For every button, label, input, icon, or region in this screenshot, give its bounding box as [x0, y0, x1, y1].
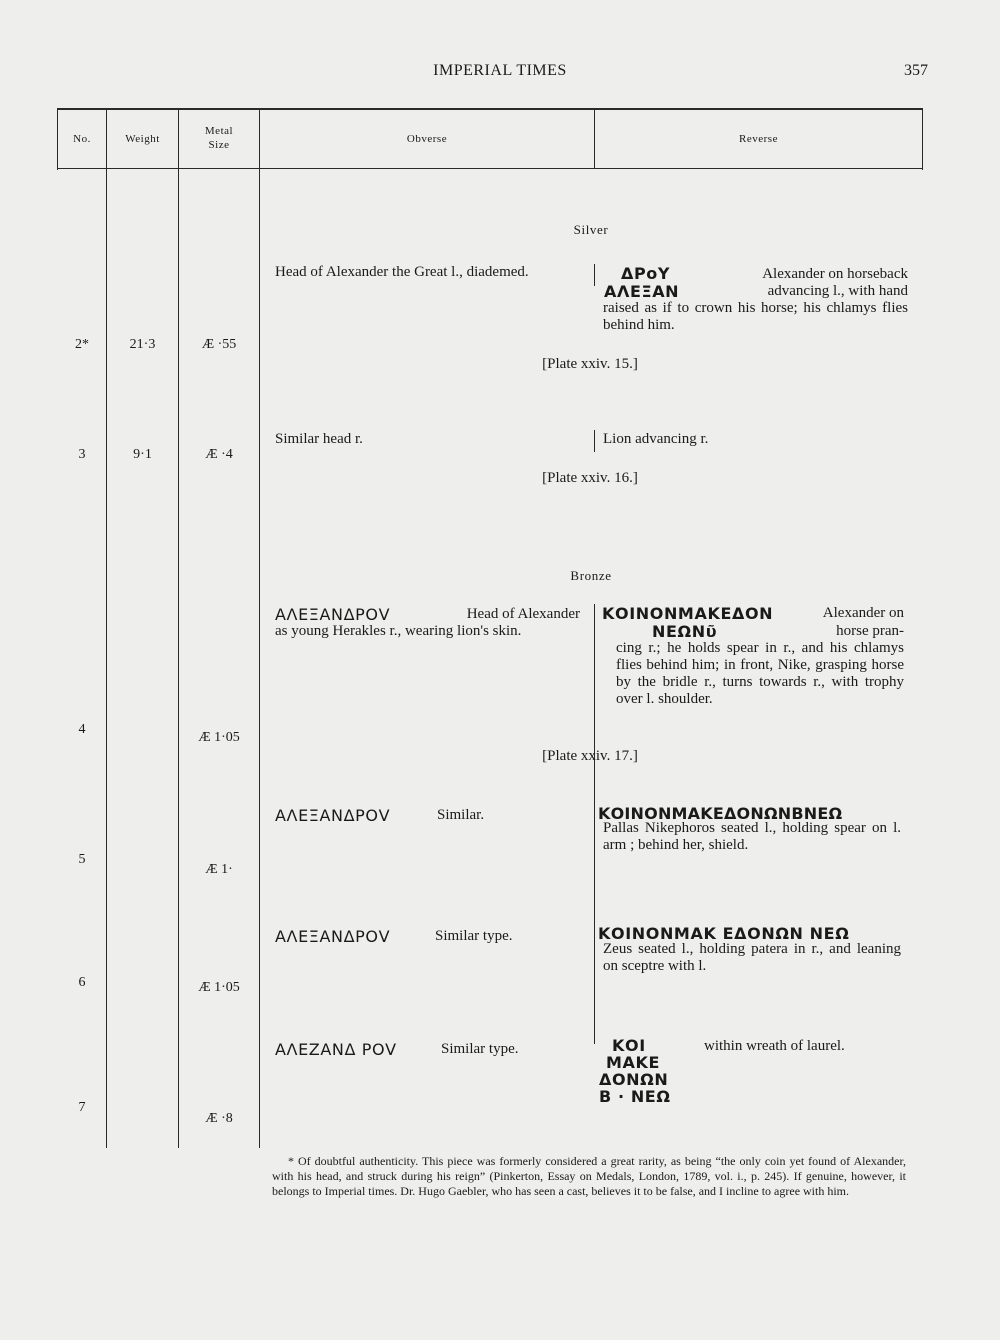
- row4-rev-legend-2: ΝΕΩΝῦ: [652, 622, 718, 641]
- row7-rev-legend-2: ΜΑΚΕ: [606, 1053, 661, 1072]
- col-header-no: No.: [73, 133, 91, 145]
- row3-no: 3: [78, 447, 86, 462]
- row3-metal: Æ ·4: [205, 447, 233, 462]
- row7-rev-desc: within wreath of laurel.: [704, 1038, 845, 1054]
- row7-obv-desc: Similar type.: [441, 1041, 519, 1057]
- row7-no: 7: [78, 1100, 86, 1115]
- row2-weight: 21·3: [129, 337, 156, 352]
- col-divider-3: [259, 108, 260, 1148]
- row3-obverse: Similar head r.: [275, 431, 363, 447]
- row4-obv-desc-1: Head of Alexander: [466, 606, 580, 622]
- row5-metal: Æ 1·: [205, 862, 233, 877]
- col-header-reverse: Reverse: [739, 133, 778, 145]
- row4-rev-desc-1: Alexander on: [822, 605, 904, 621]
- row4-rev-desc-3: cing r.; he holds spear in r., and his chlamys flies behind him; in front, Nike, grasping horse by the bridle r., turns towards r., with trophy over l. shoulder.: [616, 640, 904, 707]
- row6-no: 6: [78, 975, 86, 990]
- row3-rev-divider: [594, 430, 595, 452]
- row7-rev-legend-4: Β · ΝΕΩ: [599, 1087, 671, 1106]
- row4-no: 4: [78, 722, 86, 737]
- row4-rev-legend-1: ΚΟΙΝΟΝΜΑΚΕΔΟΝ: [602, 604, 774, 623]
- row2-rev-legend-2: ΑΛΕΞΑΝ: [604, 282, 680, 301]
- row2-rev-desc-1: Alexander on horseback: [762, 266, 908, 282]
- table-right-border: [922, 108, 923, 170]
- row6-obv-desc: Similar type.: [435, 928, 513, 944]
- row4-metal: Æ 1·05: [198, 730, 240, 745]
- row6-rev-desc: Zeus seated l., holding patera in r., and leaning on sceptre with l.: [603, 941, 901, 974]
- col-header-weight: Weight: [125, 133, 160, 145]
- row6-rev-legend: ΚΟΙΝΟΝΜΑΚ ΕΔΟΝΩΝ ΝΕΩ: [598, 924, 850, 943]
- row4-obv-desc-2: as young Herakles r., wearing lion's skin.: [275, 623, 522, 639]
- row2-rev-desc-3: raised as if to crown his horse; his chlamys flies behind him.: [603, 300, 908, 333]
- row3-reverse: Lion advancing r.: [603, 431, 709, 447]
- row4-rev-desc-2: horse pran-: [836, 623, 904, 639]
- row5-rev-desc: Pallas Nikephoros seated l., holding spear on l. arm ; behind her, shield.: [603, 820, 901, 853]
- row5-obv-legend: ΑΛΕΞΑΝΔΡΟV: [275, 806, 391, 825]
- section-bronze: Bronze: [570, 568, 612, 583]
- row7-metal: Æ ·8: [205, 1111, 233, 1126]
- row7-rev-legend-3: ΔΟΝΩΝ: [599, 1070, 669, 1089]
- row2-rev-legend-1: ΔΡoY: [621, 264, 671, 283]
- col-header-obverse: Obverse: [406, 133, 448, 145]
- row2-obverse: Head of Alexander the Great l., diademed.: [275, 264, 529, 280]
- running-title: IMPERIAL TIMES: [433, 62, 567, 79]
- row2-metal: Æ ·55: [201, 337, 237, 352]
- section-silver: Silver: [573, 222, 609, 237]
- row3-plate-ref: [Plate xxiv. 16.]: [542, 470, 638, 486]
- row6-obv-legend: ΑΛΕΞΑΝΔΡΟV: [275, 927, 391, 946]
- row2-no: 2*: [75, 337, 89, 352]
- row2-rev-desc-2: advancing l., with hand: [767, 283, 908, 299]
- row2-plate-ref: [Plate xxiv. 15.]: [542, 356, 638, 372]
- row4-obv-legend: ΑΛΕΞΑΝΔΡΟV: [275, 605, 391, 624]
- row2-rev-divider: [594, 264, 595, 286]
- row4-rev-divider: [594, 604, 595, 1044]
- row3-weight: 9·1: [133, 447, 152, 462]
- row5-obv-desc: Similar.: [437, 807, 485, 823]
- col-header-metal-size: Metal Size: [204, 125, 234, 151]
- table-header-rule: [57, 168, 923, 169]
- row6-metal: Æ 1·05: [198, 980, 240, 995]
- row4-plate-ref: [Plate xxiv. 17.]: [542, 748, 638, 764]
- col-divider-1: [106, 108, 107, 1148]
- row7-obv-legend: ΑΛΕΖΑΝΔ ΡΟV: [275, 1040, 397, 1059]
- footnote: * Of doubtful authenticity. This piece was formerly considered a great rarity, as being “the only coin yet found of Alexander, with his head, and struck during his reign” (Pinkerton, Essay on Medals, London, 1789, vol. i., p. 245). If genuine, however, it belongs to Imperial times. Dr. Hugo Gaebler, who has seen a cast, believes it to be false, and I incline to agree with him.: [272, 1154, 906, 1198]
- page-number: 357: [904, 62, 928, 79]
- table-top-rule: [57, 108, 923, 110]
- row5-no: 5: [78, 852, 86, 867]
- row5-rev-legend: ΚΟΙΝΟΝΜΑΚΕΔΟΝΩΝΒΝΕΩ: [598, 804, 843, 823]
- row7-rev-legend-1: ΚΟΙ: [612, 1036, 646, 1055]
